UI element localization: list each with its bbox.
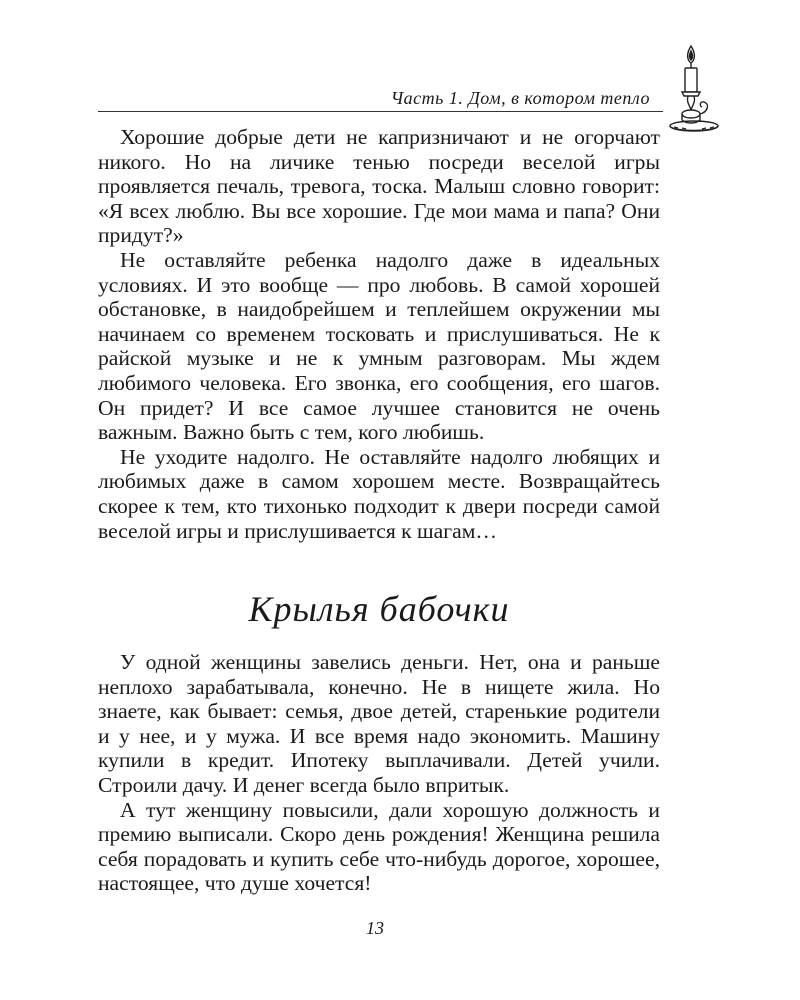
text-block-2 xyxy=(98,650,660,896)
paragraph: А тут женщину повысили, дали хорошую должность и премию выписали. Скоро день рождения! Женщина решила себя порадовать и купить себе что-нибудь дорогое, хорошее, настоящее, что душе хочется! xyxy=(98,797,660,896)
section-title: Крылья бабочки xyxy=(248,589,510,629)
paragraph: У одной женщины завелись деньги. Нет, она и раньше неплохо зарабатывала, конечно. Не в нищете жила. Но знаете, как бывает: семья, двое детей, старенькие родители и у нее, и у мужа. И все время надо экономить. Машину купили в кредит. Ипотеку выплачивали. Детей учили. Строили дачу. И денег всегда было впритык. xyxy=(98,650,660,797)
paragraph: Не оставляйте ребенка надолго даже в идеальных условиях. И это вообще — про любовь. В самой хорошей обстановке, в наидобрейшем и теплейшем окружении мы начинаем со временем тосковать и прислушиваться. Не к райской музыке и не к умным разговорам. Мы ждем любимого человека. Его звонка, его сообщения, его шагов. Он придет? И все самое лучшее становится не очень важным. Важно быть с тем, кого любишь. xyxy=(98,247,660,445)
running-head-title: Часть 1. Дом, в котором тепло xyxy=(390,88,650,108)
text-block-1 xyxy=(98,125,660,543)
header-rule xyxy=(98,111,663,112)
page-number: 13 xyxy=(366,918,384,938)
paragraph: Не уходите надолго. Не оставляйте надолго любящих и любимых даже в самом хорошем месте. Возвращайтесь скорее к тем, кто тихонько подходит к двери посреди самой веселой игры и прислушивается к шагам… xyxy=(98,444,660,543)
paragraph: Хорошие добрые дети не капризничают и не огорчают никого. Но на личике тенью посреди веселой игры проявляется печаль, тревога, тоска. Малыш словно говорит: «Я всех люблю. Вы все хорошие. Где мои мама и папа? Они придут?» xyxy=(98,125,660,248)
running-header xyxy=(98,80,660,110)
candle-icon xyxy=(664,40,728,140)
